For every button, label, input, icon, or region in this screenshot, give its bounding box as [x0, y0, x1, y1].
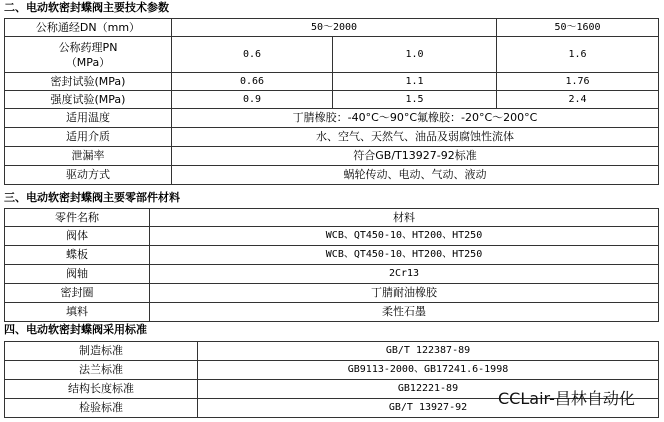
value-drive: 蜗轮传动、电动、气动、液动: [172, 166, 659, 185]
header-part-name: 零件名称: [5, 209, 150, 227]
table-row: [5, 147, 659, 166]
table-row: [5, 128, 659, 147]
part-shaft: 阀轴: [5, 265, 150, 284]
table-row: [5, 342, 659, 361]
table-row: [5, 91, 659, 109]
label-inspection-standard: 检验标准: [5, 399, 198, 418]
section4-title: 四、电动软密封蝶阀采用标准: [4, 323, 147, 336]
value-strength-3: 2.4: [497, 91, 659, 109]
table-row: [5, 73, 659, 91]
table-row: [5, 303, 659, 322]
material-body: WCB、QT450-10、HT200、HT250: [150, 227, 659, 246]
table-row: [5, 19, 659, 37]
part-body: 阀体: [5, 227, 150, 246]
part-disc: 蝶板: [5, 246, 150, 265]
tech-params-table: [4, 18, 659, 185]
label-seal-test: 密封试验(MPa): [5, 73, 172, 91]
label-dn: 公称通经DN（mm）: [5, 19, 172, 37]
label-pn-text: 公称药理PN （MPa）: [58, 40, 118, 69]
value-seal-3: 1.76: [497, 73, 659, 91]
table-row: [5, 246, 659, 265]
value-strength-2: 1.5: [333, 91, 497, 109]
value-seal-2: 1.1: [333, 73, 497, 91]
value-leakage: 符合GB/T13927-92标准: [172, 147, 659, 166]
label-pn: [5, 37, 172, 73]
part-packing: 填料: [5, 303, 150, 322]
table-row: [5, 284, 659, 303]
table-row: [5, 37, 659, 73]
label-flange-standard: 法兰标准: [5, 361, 198, 380]
label-manufacturing-standard: 制造标准: [5, 342, 198, 361]
value-manufacturing-standard: GB/T 122387-89: [198, 342, 659, 361]
material-shaft: 2Cr13: [150, 265, 659, 284]
value-pn-1: 0.6: [172, 37, 333, 73]
label-leakage: 泄漏率: [5, 147, 172, 166]
value-inspection-standard: GB/T 13927-92: [198, 399, 659, 418]
table-row: [5, 209, 659, 227]
value-dn-range-1: 50～2000: [172, 19, 497, 37]
label-length-standard: 结构长度标准: [5, 380, 198, 399]
label-temperature: 适用温度: [5, 109, 172, 128]
value-medium: 水、空气、天然气、油品及弱腐蚀性流体: [172, 128, 659, 147]
table-row: [5, 265, 659, 284]
watermark-text: CCLair-昌林自动化: [498, 389, 635, 408]
part-seal-ring: 密封圈: [5, 284, 150, 303]
value-strength-1: 0.9: [172, 91, 333, 109]
material-disc: WCB、QT450-10、HT200、HT250: [150, 246, 659, 265]
label-medium: 适用介质: [5, 128, 172, 147]
value-length-standard: GB12221-89: [198, 380, 659, 399]
value-flange-standard: GB9113-2000、GB17241.6-1998: [198, 361, 659, 380]
value-pn-3: 1.6: [497, 37, 659, 73]
value-dn-range-2: 50～1600: [497, 19, 659, 37]
materials-table: [4, 208, 659, 322]
table-row: [5, 166, 659, 185]
value-temperature: 丁腈橡胶：-40°C～90°C氟橡胶：-20°C～200°C: [172, 109, 659, 128]
material-seal-ring: 丁腈耐油橡胶: [150, 284, 659, 303]
section3-title: 三、电动软密封蝶阀主要零部件材料: [4, 191, 180, 204]
label-strength-test: 强度试验(MPa): [5, 91, 172, 109]
table-row: [5, 227, 659, 246]
table-row: [5, 109, 659, 128]
value-pn-2: 1.0: [333, 37, 497, 73]
table-row: [5, 361, 659, 380]
label-drive: 驱动方式: [5, 166, 172, 185]
value-seal-1: 0.66: [172, 73, 333, 91]
header-material: 材料: [150, 209, 659, 227]
material-packing: 柔性石墨: [150, 303, 659, 322]
section2-title: 二、电动软密封蝶阀主要技术参数: [4, 1, 169, 14]
